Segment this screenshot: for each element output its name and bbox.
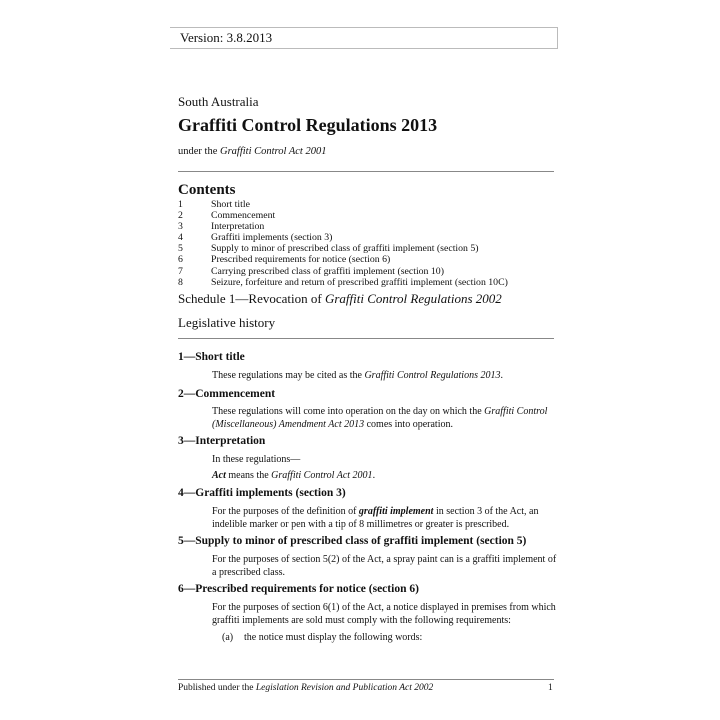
section-text: For the purposes of the definition of graffiti implement in section 3 of the Act, an indelible marker or pen with a tip of 8 millimetres or greater is prescribed.: [212, 506, 539, 530]
contents-history-link[interactable]: Legislative history: [178, 315, 276, 330]
contents-item-label: Prescribed requirements for notice (section 6): [211, 254, 391, 266]
contents-item[interactable]: [178, 232, 558, 243]
section-heading: 5—Supply to minor of prescribed class of graffiti implement (section 5): [178, 535, 527, 547]
section-heading: 4—Graffiti implements (section 3): [178, 487, 346, 499]
list-item: (a) the notice must display the following words:: [222, 632, 423, 643]
contents-item[interactable]: [178, 266, 558, 277]
contents-item[interactable]: [178, 210, 558, 221]
contents-heading: Contents: [178, 182, 236, 198]
section-text: For the purposes of section 5(2) of the Act, a spray paint can is a graffiti implement of a prescribed class.: [212, 554, 557, 578]
contents-item[interactable]: [178, 221, 558, 232]
contents-item-number: 2: [178, 210, 183, 222]
contents-item[interactable]: [178, 254, 558, 265]
document-title: Graffiti Control Regulations 2013: [178, 115, 438, 135]
contents-list: [178, 199, 558, 288]
contents-schedule-link[interactable]: Schedule 1—Revocation of Graffiti Control Regulations 2002: [178, 291, 502, 306]
section-text: These regulations will come into operation on the day on which the Graffiti Control (Miscellaneous) Amendment Act 2013 comes into operation.: [212, 406, 548, 430]
enabling-act-line: under the Graffiti Control Act 2001: [178, 146, 327, 157]
contents-item-number: 7: [178, 265, 183, 277]
contents-item[interactable]: [178, 277, 558, 288]
contents-item-number: 3: [178, 221, 183, 233]
section-heading: 3—Interpretation: [178, 435, 266, 447]
section-text: In these regulations—: [212, 454, 301, 465]
contents-item-label: Graffiti implements (section 3): [211, 232, 333, 244]
version-label: Version: 3.8.2013: [180, 30, 273, 45]
section-heading: 6—Prescribed requirements for notice (section 6): [178, 583, 419, 595]
contents-item-label: Short title: [211, 199, 250, 210]
contents-divider: [178, 338, 554, 339]
contents-item-label: Interpretation: [211, 221, 265, 233]
footer-publication: Published under the Legislation Revision and Publication Act 2002: [178, 683, 434, 693]
contents-item[interactable]: [178, 199, 558, 210]
contents-item-number: 4: [178, 232, 183, 244]
footer-divider: [178, 679, 554, 680]
contents-item-label: Commencement: [211, 210, 276, 222]
title-divider: [178, 171, 554, 172]
contents-item-number: 8: [178, 276, 183, 288]
jurisdiction: South Australia: [178, 94, 259, 109]
section-text: For the purposes of section 6(1) of the Act, a notice displayed in premises from which graffiti implements are sold must comply with the following requirements:: [212, 602, 556, 626]
enabling-act-name: Graffiti Control Act 2001: [220, 146, 327, 157]
section-heading: 2—Commencement: [178, 388, 276, 400]
contents-item-label: Seizure, forfeiture and return of prescribed graffiti implement (section 10C): [211, 276, 508, 288]
contents-item-number: 1: [178, 199, 183, 210]
contents-item-label: Supply to minor of prescribed class of graffiti implement (section 5): [211, 243, 479, 255]
contents-item-number: 5: [178, 243, 183, 255]
contents-item[interactable]: [178, 243, 558, 254]
section-text: These regulations may be cited as the Graffiti Control Regulations 2013.: [212, 370, 503, 381]
section-heading: 1—Short title: [178, 351, 245, 363]
contents-item-number: 6: [178, 254, 183, 266]
contents-item-label: Carrying prescribed class of graffiti implement (section 10): [211, 265, 444, 277]
page-number: 1: [548, 683, 553, 693]
definition-text: Act means the Graffiti Control Act 2001.: [212, 470, 376, 481]
